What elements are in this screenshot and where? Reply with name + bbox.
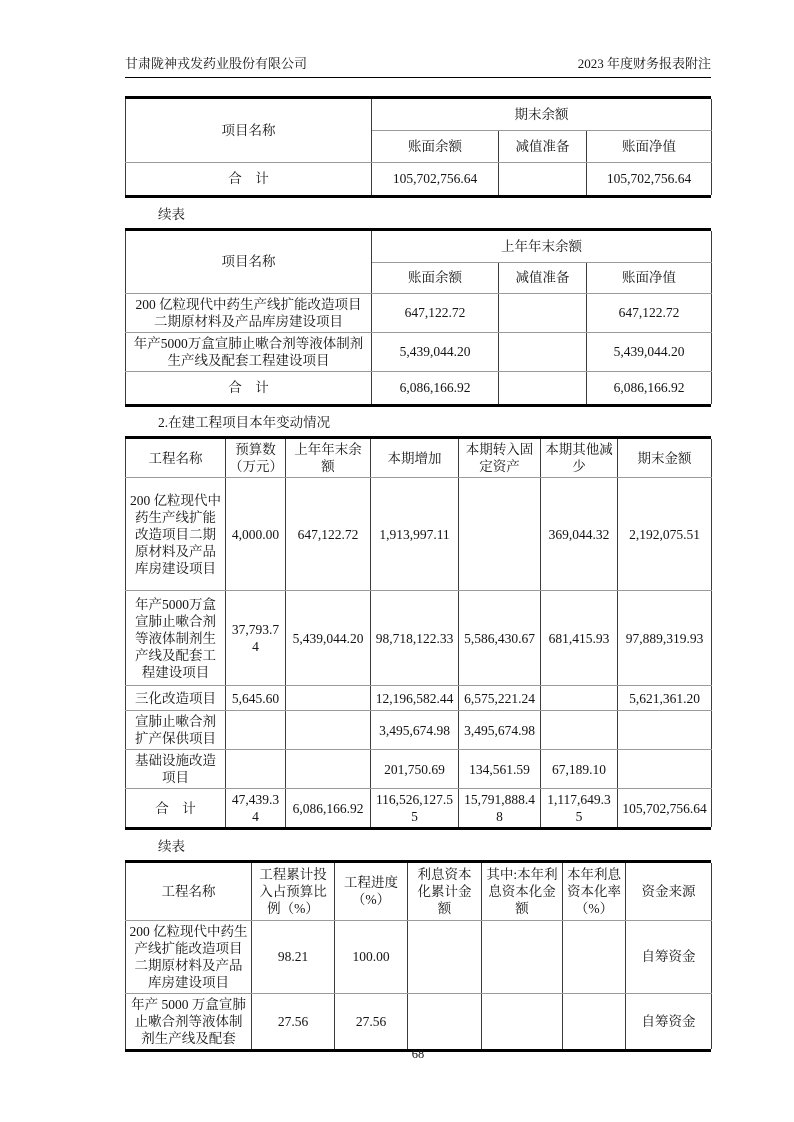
table-row — [126, 293, 712, 332]
total-label: 合 计 — [126, 162, 372, 195]
amount-cell: 105,702,756.64 — [372, 162, 499, 195]
table-closing-balance — [125, 96, 711, 198]
column-header-impairment: 减值准备 — [499, 262, 587, 293]
percent-cell — [563, 993, 626, 1049]
amount-cell — [499, 162, 587, 195]
amount-cell: 67,189.10 — [541, 750, 618, 789]
amount-cell — [482, 993, 563, 1049]
amount-cell — [286, 711, 371, 750]
amount-cell: 1,913,997.11 — [371, 478, 459, 591]
amount-cell — [226, 711, 286, 750]
amount-cell: 3,495,674.98 — [371, 711, 459, 750]
amount-cell — [499, 293, 587, 332]
project-name-cell: 200 亿粒现代中药生产线扩能改造项目二期原材料及产品库房建设项目 — [126, 478, 226, 591]
column-header-other-decrease: 本期其他减少 — [541, 439, 618, 478]
continued-table-label: 续表 — [158, 839, 185, 854]
amount-cell — [499, 371, 587, 404]
amount-cell: 105,702,756.64 — [587, 162, 712, 195]
column-header-book-value: 账面净值 — [587, 262, 712, 293]
amount-cell: 134,561.59 — [459, 750, 541, 789]
percent-cell: 100.00 — [335, 920, 408, 993]
column-header-capitalized-interest-current: 其中:本年利息资本化金额 — [482, 863, 563, 920]
page-number: 68 — [411, 1047, 425, 1061]
table-cip-movement — [125, 436, 711, 830]
amount-cell: 6,086,166.92 — [372, 371, 499, 404]
project-name-cell: 200 亿粒现代中药生产线扩能改造项目二期原材料及产品库房建设项目 — [126, 293, 372, 332]
amount-cell — [618, 711, 712, 750]
amount-cell: 2,192,075.51 — [618, 478, 712, 591]
funding-source-cell: 自筹资金 — [626, 920, 712, 993]
amount-cell: 6,086,166.92 — [587, 371, 712, 404]
project-name-cell: 宣肺止嗽合剂扩产保供项目 — [126, 711, 226, 750]
amount-cell: 5,439,044.20 — [286, 591, 371, 686]
amount-cell: 47,439.34 — [226, 789, 286, 828]
column-header-budget: 预算数（万元） — [226, 439, 286, 478]
percent-cell: 98.21 — [252, 920, 335, 993]
amount-cell — [408, 920, 482, 993]
column-header-ending-amount: 期末金额 — [618, 439, 712, 478]
continued-table-label: 续表 — [158, 207, 185, 222]
amount-cell — [482, 920, 563, 993]
percent-cell — [563, 920, 626, 993]
company-name: 甘肃陇神戎发药业股份有限公司 — [125, 56, 308, 71]
amount-cell: 116,526,127.55 — [371, 789, 459, 828]
amount-cell: 98,718,122.33 — [371, 591, 459, 686]
section-title-cip-changes: 2.在建工程项目本年变动情况 — [158, 415, 331, 430]
project-name-cell: 年产 5000 万盒宣肺止嗽合剂等液体制剂生产线及配套 — [126, 993, 252, 1049]
amount-cell: 97,889,319.93 — [618, 591, 712, 686]
column-header-book-value: 账面净值 — [587, 130, 712, 162]
table-prior-year-balance — [125, 228, 711, 407]
project-name-cell: 年产5000万盒宣肺止嗽合剂等液体制剂生产线及配套工程建设项目 — [126, 332, 372, 371]
project-name-cell: 年产5000万盒宣肺止嗽合剂等液体制剂生产线及配套工程建设项目 — [126, 591, 226, 686]
percent-cell: 27.56 — [335, 993, 408, 1049]
column-header-impairment: 减值准备 — [499, 130, 587, 162]
amount-cell — [541, 686, 618, 711]
amount-cell — [408, 993, 482, 1049]
table-row-total — [126, 371, 712, 404]
amount-cell: 6,086,166.92 — [286, 789, 371, 828]
amount-cell — [541, 711, 618, 750]
column-header-capitalized-interest-total: 利息资本化累计金额 — [408, 863, 482, 920]
column-header-project-name: 工程名称 — [126, 439, 226, 478]
amount-cell: 201,750.69 — [371, 750, 459, 789]
column-header-investment-vs-budget: 工程累计投入占预算比例（%） — [252, 863, 335, 920]
table-row-total — [126, 789, 712, 828]
table-header-row — [126, 99, 712, 130]
amount-cell — [226, 750, 286, 789]
amount-cell: 647,122.72 — [587, 293, 712, 332]
project-name-cell: 基础设施改造项目 — [126, 750, 226, 789]
amount-cell: 5,439,044.20 — [372, 332, 499, 371]
amount-cell: 15,791,888.48 — [459, 789, 541, 828]
column-header-progress: 工程进度（%） — [335, 863, 408, 920]
amount-cell: 6,575,221.24 — [459, 686, 541, 711]
total-label: 合 计 — [126, 371, 372, 404]
table-row — [126, 686, 712, 711]
amount-cell: 4,000.00 — [226, 478, 286, 591]
amount-cell: 369,044.32 — [541, 478, 618, 591]
report-title: 2023 年度财务报表附注 — [577, 56, 711, 71]
table-row — [126, 993, 712, 1049]
table-row — [126, 920, 712, 993]
project-name-cell: 三化改造项目 — [126, 686, 226, 711]
column-group-closing-balance: 期末余额 — [372, 99, 712, 130]
table-row — [126, 711, 712, 750]
table-row — [126, 332, 712, 371]
table-row — [126, 478, 712, 591]
table-row-total — [126, 162, 712, 195]
table-header-row — [126, 231, 712, 262]
amount-cell: 5,621,361.20 — [618, 686, 712, 711]
total-label: 合 计 — [126, 789, 226, 828]
table-header-row — [126, 439, 712, 478]
amount-cell — [459, 478, 541, 591]
amount-cell: 647,122.72 — [372, 293, 499, 332]
amount-cell: 5,586,430.67 — [459, 591, 541, 686]
column-header-project-name: 工程名称 — [126, 863, 252, 920]
column-header-increase: 本期增加 — [371, 439, 459, 478]
amount-cell: 5,439,044.20 — [587, 332, 712, 371]
column-header-capitalization-rate: 本年利息资本化率（%） — [563, 863, 626, 920]
table-row — [126, 591, 712, 686]
project-name-cell: 200 亿粒现代中药生产线扩能改造项目二期原材料及产品库房建设项目 — [126, 920, 252, 993]
column-header-prior-balance: 上年年末余额 — [286, 439, 371, 478]
amount-cell: 105,702,756.64 — [618, 789, 712, 828]
funding-source-cell: 自筹资金 — [626, 993, 712, 1049]
column-header-project-name: 项目名称 — [126, 99, 372, 162]
amount-cell: 681,415.93 — [541, 591, 618, 686]
amount-cell — [618, 750, 712, 789]
table-row — [126, 750, 712, 789]
column-header-book-balance: 账面余额 — [372, 262, 499, 293]
column-header-funding-source: 资金来源 — [626, 863, 712, 920]
amount-cell: 3,495,674.98 — [459, 711, 541, 750]
column-header-transfer-to-fixed-assets: 本期转入固定资产 — [459, 439, 541, 478]
amount-cell: 37,793.74 — [226, 591, 286, 686]
amount-cell: 5,645.60 — [226, 686, 286, 711]
amount-cell: 647,122.72 — [286, 478, 371, 591]
column-header-book-balance: 账面余额 — [372, 130, 499, 162]
column-header-project-name: 项目名称 — [126, 231, 372, 293]
amount-cell: 12,196,582.44 — [371, 686, 459, 711]
table-cip-progress-funding — [125, 860, 711, 1052]
amount-cell — [286, 750, 371, 789]
amount-cell — [286, 686, 371, 711]
column-group-prior-year-balance: 上年年末余额 — [372, 231, 712, 262]
amount-cell — [499, 332, 587, 371]
page-header — [125, 55, 711, 78]
amount-cell: 1,117,649.35 — [541, 789, 618, 828]
percent-cell: 27.56 — [252, 993, 335, 1049]
table-header-row — [126, 863, 712, 920]
